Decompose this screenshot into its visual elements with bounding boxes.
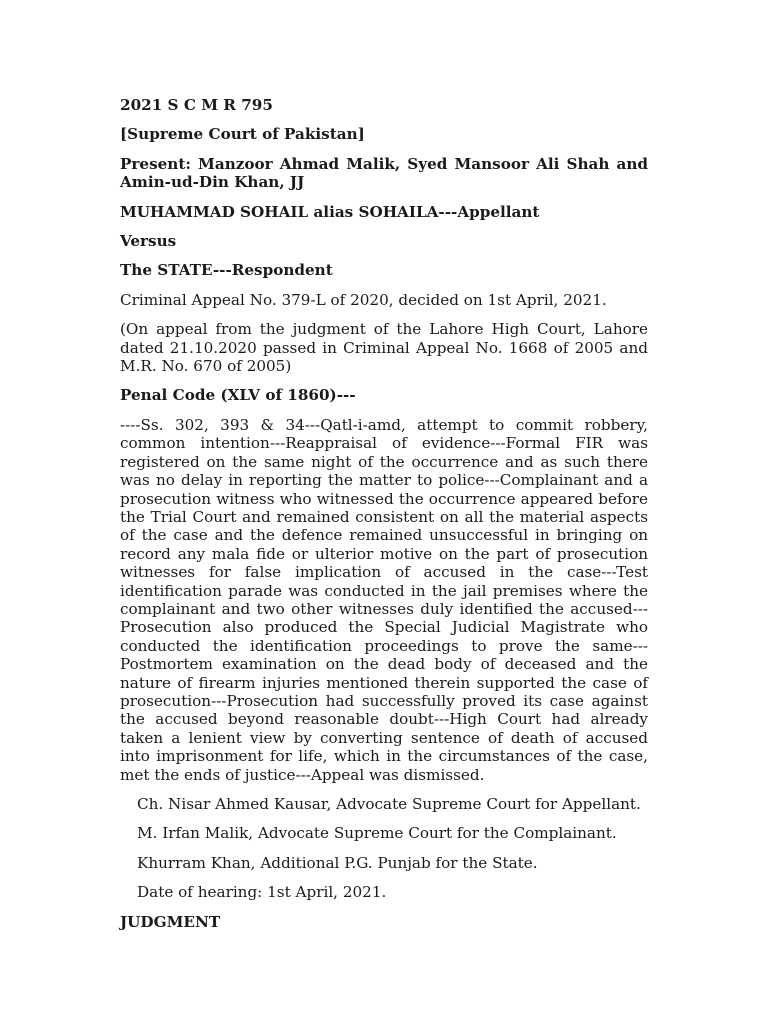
hearing-date: Date of hearing: 1st April, 2021. — [137, 883, 387, 902]
case-number: Criminal Appeal No. 379-L of 2020, decided on 1st April, 2021. — [120, 290, 607, 309]
appeal-origin: (On appeal from the judgment of the Lahore High Court, Lahore dated 21.10.2020 passed in Criminal Appeal No. 1668 of 2005 and M.R. No. 670 of 2005) — [120, 320, 648, 376]
headnote: ----Ss. 302, 393 & 34---Qatl-i-amd, attempt to commit robbery, common intention---Reappraisal of evidence---Formal FIR was registered on the same night of the occurrence and as such there was no delay in reporting the matter to police---Complainant and a prosecution witness who witnessed the occurrence appeared before the Trial Court and remained consistent on all the material aspects of the case and the defence remained unsuccessful in bringing on record any mala fide or ulterior motive on the part of prosecution witnesses for false implication of accused in the case---Test identification parade was conducted in the jail premises where the complainant and two other witnesses duly identified the accused---Prosecution also produced the Special Judicial Magistrate who conducted the identification proceedings to prove the same---Postmortem examination on the dead body of deceased and the nature of firearm injuries mentioned therein supported the case of prosecution---Prosecution had successfully proved its case against the accused beyond reasonable doubt---High Court had already taken a lenient view by converting sentence of death of accused into imprisonment for life, which in the circumstances of the case, met the ends of justice---Appeal was dismissed. — [120, 415, 648, 784]
counsel-complainant: M. Irfan Malik, Advocate Supreme Court for the Complainant. — [137, 824, 617, 843]
judgment-document — [120, 96, 648, 942]
appellant: MUHAMMAD SOHAIL alias SOHAILA---Appellant — [120, 202, 540, 221]
versus: Versus — [120, 232, 177, 251]
statute-heading: Penal Code (XLV of 1860)--- — [120, 386, 356, 405]
respondent: The STATE---Respondent — [120, 261, 333, 280]
citation: 2021 S C M R 795 — [120, 96, 273, 114]
bench-present: Present: Manzoor Ahmad Malik, Syed Mansoor Ali Shah and Amin-ud-Din Khan, JJ — [120, 154, 648, 192]
judgment-heading: JUDGMENT — [120, 912, 221, 931]
counsel-state: Khurram Khan, Additional P.G. Punjab for the State. — [137, 853, 538, 872]
counsel-appellant: Ch. Nisar Ahmed Kausar, Advocate Supreme Court for Appellant. — [137, 795, 641, 813]
court-name: [Supreme Court of Pakistan] — [120, 125, 365, 144]
